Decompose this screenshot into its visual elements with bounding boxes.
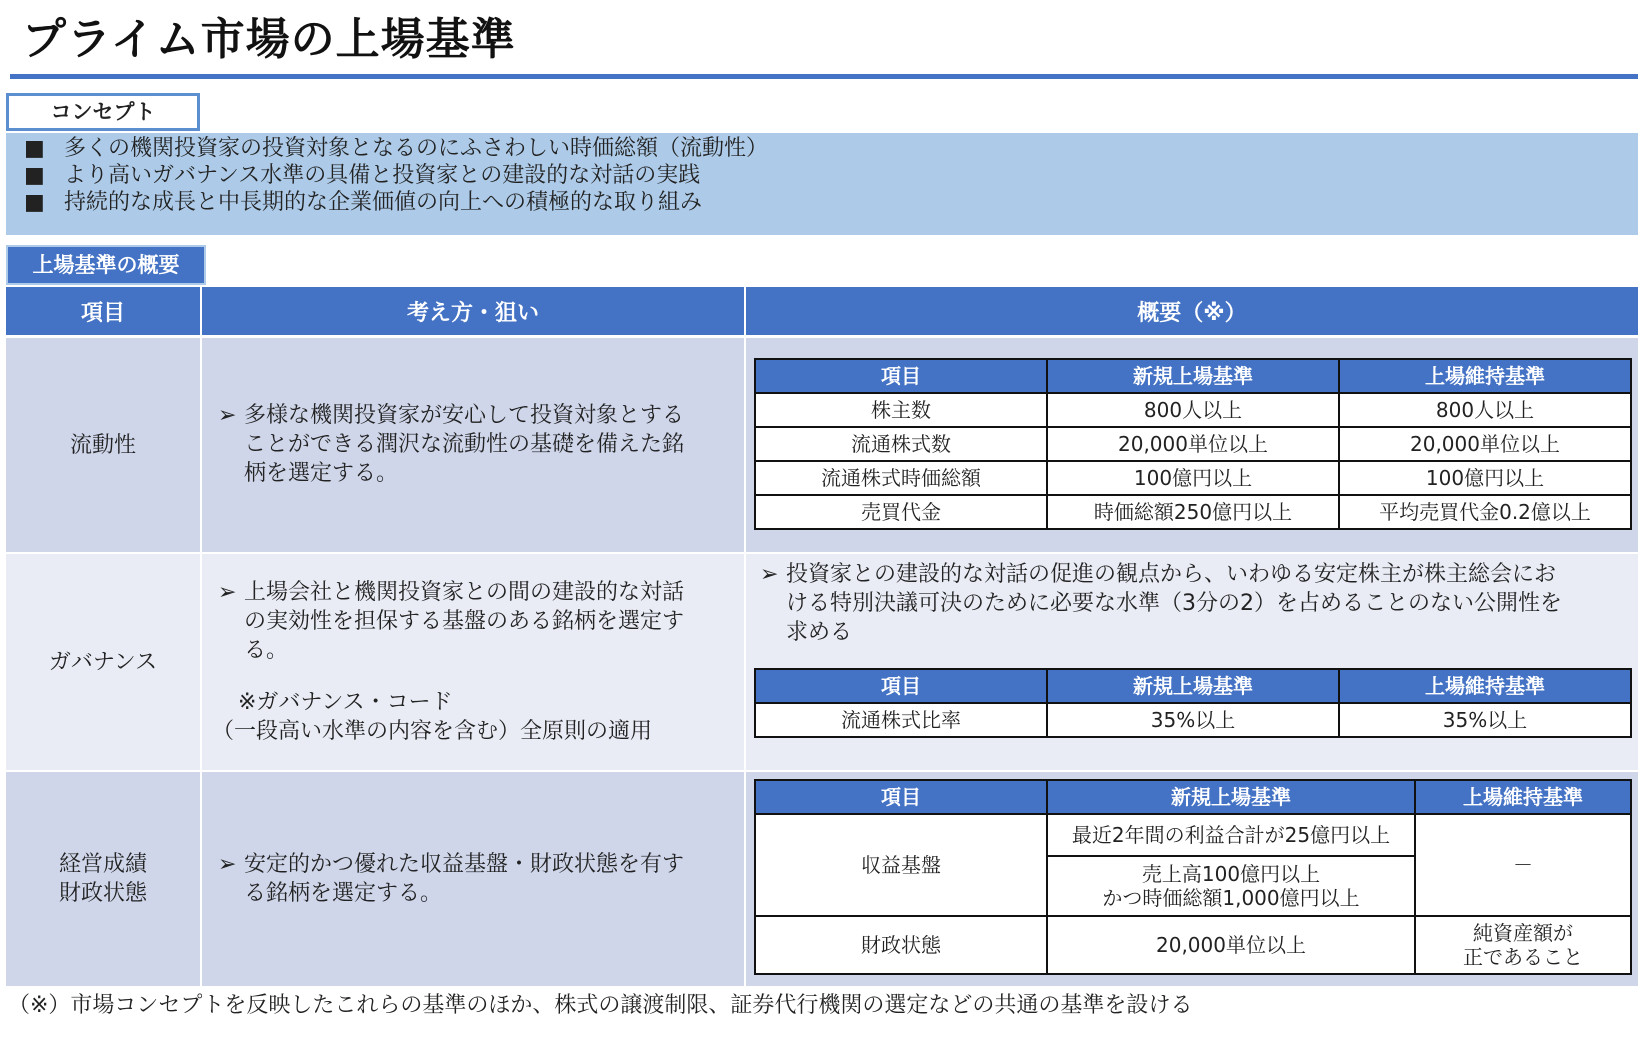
col-header: 上場維持基準 xyxy=(1415,780,1631,814)
table-row: 流通株式時価総額 100億円以上 100億円以上 xyxy=(755,461,1631,495)
aim-liquidity: ➢ 多様な機関投資家が安心して投資対象とする ことができる潤沢な流動性の基礎を備えた銘 柄を選定する。 xyxy=(202,338,744,552)
header-item: 項目 xyxy=(6,287,200,335)
col-header: 新規上場基準 xyxy=(1047,780,1415,814)
arrow-bullet-icon: ➢ xyxy=(218,852,237,877)
row-label-performance: 経営成績 財政状態 xyxy=(6,772,200,986)
col-header: 項目 xyxy=(755,780,1047,814)
col-header: 上場維持基準 xyxy=(1339,359,1631,393)
aim-performance: ➢ 安定的かつ優れた収益基盤・財政状態を有す る銘柄を選定する。 xyxy=(202,772,744,986)
col-header: 項目 xyxy=(755,359,1047,393)
overview-label: 上場基準の概要 xyxy=(6,245,206,285)
table-row: 流通株式比率 35%以上 35%以上 xyxy=(755,703,1631,737)
arrow-bullet-icon: ➢ xyxy=(218,403,237,428)
table-row: 流通株式数 20,000単位以上 20,000単位以上 xyxy=(755,427,1631,461)
table-row: 株主数 800人以上 800人以上 xyxy=(755,393,1631,427)
concept-label: コンセプト xyxy=(6,93,200,131)
header-aim: 考え方・狙い xyxy=(202,287,744,335)
concept-box xyxy=(6,133,1638,235)
title-underline xyxy=(10,74,1638,79)
concept-item: ■ より高いガバナンス水準の具備と投資家との建設的な対話の実践 xyxy=(24,163,701,188)
arrow-bullet-icon: ➢ xyxy=(218,580,237,605)
col-header: 新規上場基準 xyxy=(1047,669,1339,703)
bullet-icon: ■ xyxy=(24,163,45,188)
governance-code-note: ※ガバナンス・コード xyxy=(238,690,453,715)
summary-performance xyxy=(746,772,1638,986)
bullet-icon: ■ xyxy=(24,190,45,215)
governance-table xyxy=(754,668,1632,738)
earnings-label: 収益基盤 xyxy=(755,814,1047,916)
arrow-bullet-icon: ➢ xyxy=(760,562,779,587)
governance-code-note-detail: （一段高い水準の内容を含む）全原則の適用 xyxy=(212,719,653,744)
row-label-liquidity: 流動性 xyxy=(6,338,200,552)
summary-governance: ➢ 投資家との建設的な対話の促進の観点から、いわゆる安定株主が株主総会にお ける特別決議可決のために必要な水準（3分の2）を占めることのない公開性を 求める 項目 新規上場基準 上場維持基準 流通株式比率 35%以上 35%以上 xyxy=(746,554,1638,770)
concept-item: ■ 持続的な成長と中長期的な企業価値の向上への積極的な取り組み xyxy=(24,190,703,215)
table-row: 収益基盤 最近2年間の利益合計が25億円以上 － xyxy=(755,814,1631,856)
footnote: （※）市場コンセプトを反映したこれらの基準のほか、株式の譲渡制限、証券代行機関の選定などの共通の基準を設ける xyxy=(8,993,1193,1018)
col-header: 項目 xyxy=(755,669,1047,703)
summary-liquidity xyxy=(746,338,1638,552)
table-row: 売買代金 時価総額250億円以上 平均売買代金0.2億以上 xyxy=(755,495,1631,529)
table-row: 売上高100億円以上 かつ時価総額1,000億円以上 xyxy=(755,856,1631,916)
bullet-icon: ■ xyxy=(24,136,45,161)
earnings-maintenance: － xyxy=(1415,814,1631,916)
liquidity-table xyxy=(754,358,1632,530)
col-header: 新規上場基準 xyxy=(1047,359,1339,393)
page-title: プライム市場の上場基準 xyxy=(22,14,516,65)
concept-item: ■ 多くの機関投資家の投資対象となるのにふさわしい時価総額（流動性） xyxy=(24,136,769,161)
performance-table xyxy=(754,779,1632,975)
col-header: 上場維持基準 xyxy=(1339,669,1631,703)
header-summary: 概要（※） xyxy=(746,287,1638,335)
table-row: 財政状態 20,000単位以上 純資産額が 正であること xyxy=(755,916,1631,974)
row-label-governance: ガバナンス xyxy=(6,554,200,770)
aim-governance: ➢ 上場会社と機関投資家との間の建設的な対話 の実効性を担保する基盤のある銘柄を選定す る。 ※ガバナンス・コード （一段高い水準の内容を含む）全原則の適用 xyxy=(202,554,744,770)
